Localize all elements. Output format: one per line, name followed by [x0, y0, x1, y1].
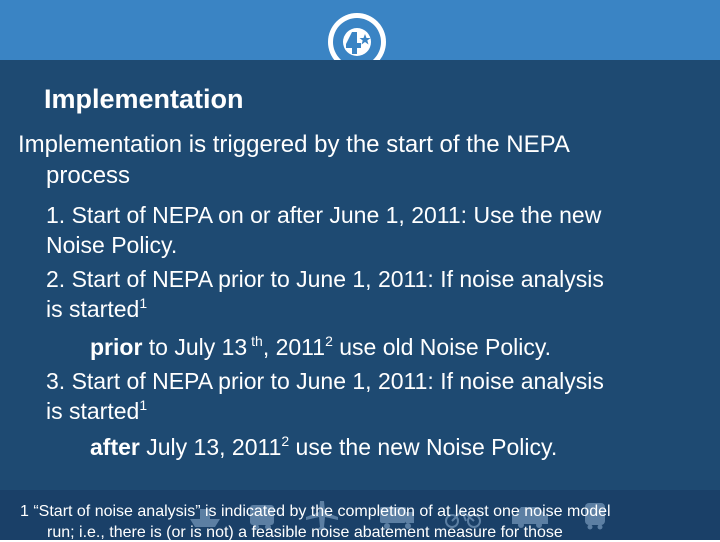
- item-2-line-2: is started$^1$: [46, 295, 148, 322]
- intro-line-1: Implementation is triggered by the start of the NEPA: [18, 131, 570, 158]
- item-2-subline: prior to July 13 $^{th}$, 2011$^2$ use old Noise Policy.: [90, 333, 552, 360]
- footnote-line-2: run; i.e., there is (or is not) a feasible noise abatement measure for those: [47, 524, 563, 541]
- item-3-line-1: 3. Start of NEPA prior to June 1, 2011: If noise analysis: [46, 368, 604, 394]
- item-1-line-1: 1. Start of NEPA on or after June 1, 2011: Use the new: [46, 202, 602, 228]
- item-1-line-2: Noise Policy.: [46, 232, 178, 258]
- item-3-line-2: is started$^1$: [46, 397, 148, 424]
- slide-title: Implementation: [44, 84, 244, 114]
- intro-line-2: process: [46, 162, 131, 189]
- footnote-line-1: 1 “Start of noise analysis” is indicated by the completion of at least one noise model: [20, 503, 611, 520]
- item-3-subline: after July 13, 2011$^2$ use the new Noise Policy.: [90, 433, 558, 460]
- item-2-line-1: 2. Start of NEPA prior to June 1, 2011: If noise analysis: [46, 266, 604, 292]
